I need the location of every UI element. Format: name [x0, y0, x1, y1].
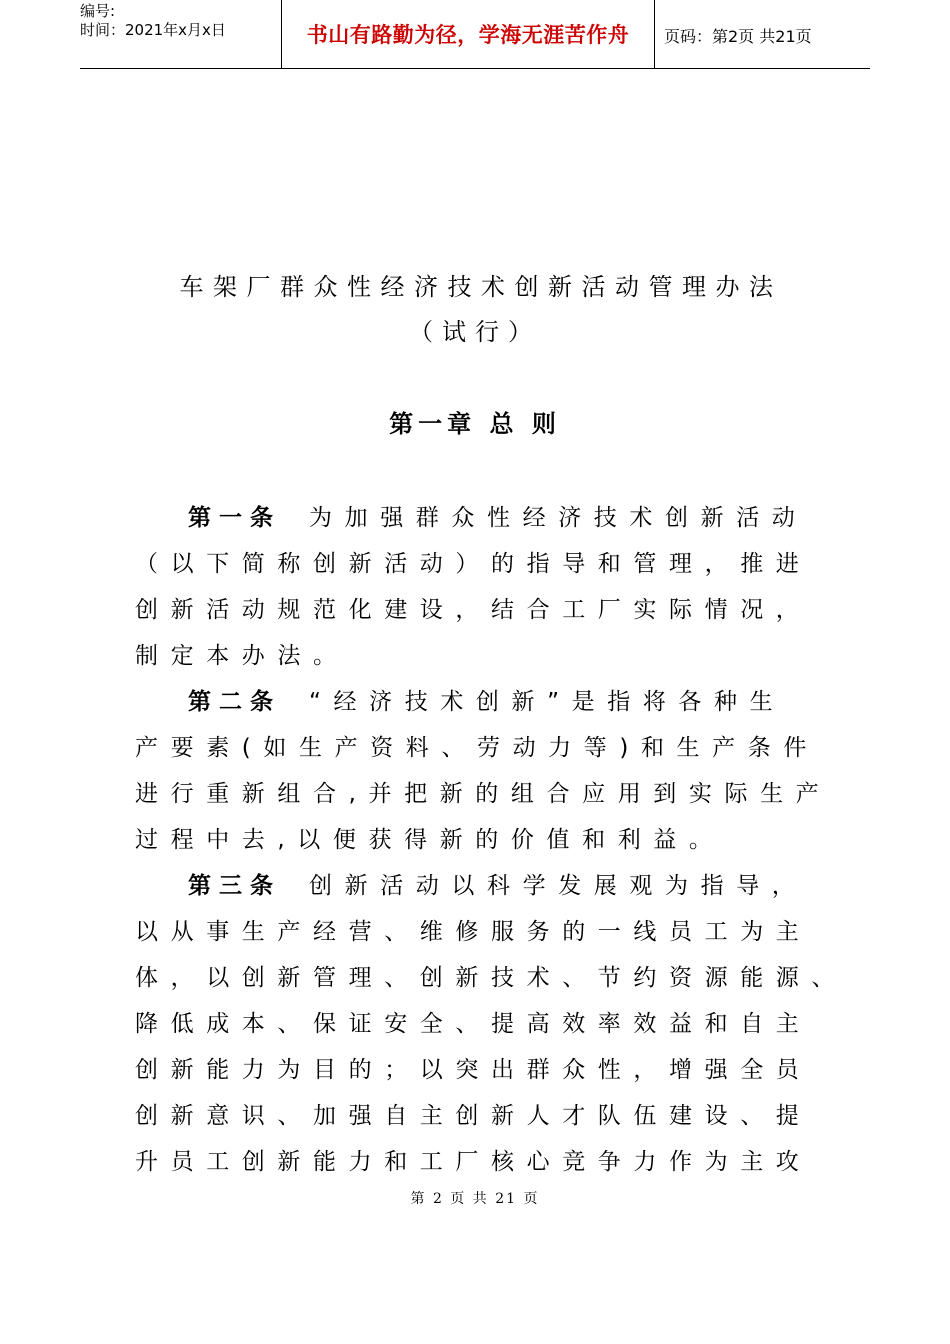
header-motto: 书山有路勤为径，学海无涯苦作舟	[306, 23, 630, 47]
document-title: 车架厂群众性经济技术创新活动管理办法	[179, 273, 783, 301]
article-label: 第一条	[188, 505, 281, 531]
article-text: “经济技术创新”是指将各种生	[309, 689, 786, 715]
header-divider	[654, 0, 655, 68]
article-first-line	[188, 871, 888, 901]
article-line: 升员工创新能力和工厂核心竞争力作为主攻	[135, 1149, 812, 1175]
article-line: （以下简称创新活动）的指导和管理，推进	[135, 551, 812, 577]
article-line: 以从事生产经营、维修服务的一线员工为主	[135, 919, 812, 945]
article-line: 体，以创新管理、创新技术、节约资源能源、	[135, 965, 847, 991]
document-number-label: 编号:	[80, 2, 116, 20]
header-meta	[80, 2, 280, 40]
article-first-line	[188, 503, 888, 533]
document-time-label: 时间：2021年x月x日	[80, 21, 226, 39]
article-text: 创新活动以科学发展观为指导，	[309, 873, 808, 899]
article-label: 第二条	[188, 689, 281, 715]
page-header	[80, 0, 870, 69]
document-subtitle: （试行）	[409, 318, 541, 346]
article-label: 第三条	[188, 873, 281, 899]
article-line: 创新活动规范化建设，结合工厂实际情况，	[135, 597, 812, 623]
article-line: 创新能力为目的；以突出群众性，增强全员	[135, 1057, 812, 1083]
chapter-heading: 第一章 总 则	[389, 410, 561, 438]
article-line: 降低成本、保证安全、提高效率效益和自主	[135, 1011, 812, 1037]
article-line: 过程中去,以便获得新的价值和利益。	[135, 827, 725, 853]
page-footer: 第 2 页 共 21 页	[410, 1191, 540, 1207]
article-line: 产要素(如生产资料、劳动力等)和生产条件	[135, 735, 819, 761]
article-line: 创新意识、加强自主创新人才队伍建设、提	[135, 1103, 812, 1129]
article-line: 制定本办法。	[135, 643, 349, 669]
article-text: 为加强群众性经济技术创新活动	[309, 505, 808, 531]
article-line: 进行重新组合,并把新的组合应用到实际生产	[135, 781, 832, 807]
header-page-info: 页码：第2页 共21页	[664, 27, 812, 46]
article-first-line	[188, 687, 888, 717]
